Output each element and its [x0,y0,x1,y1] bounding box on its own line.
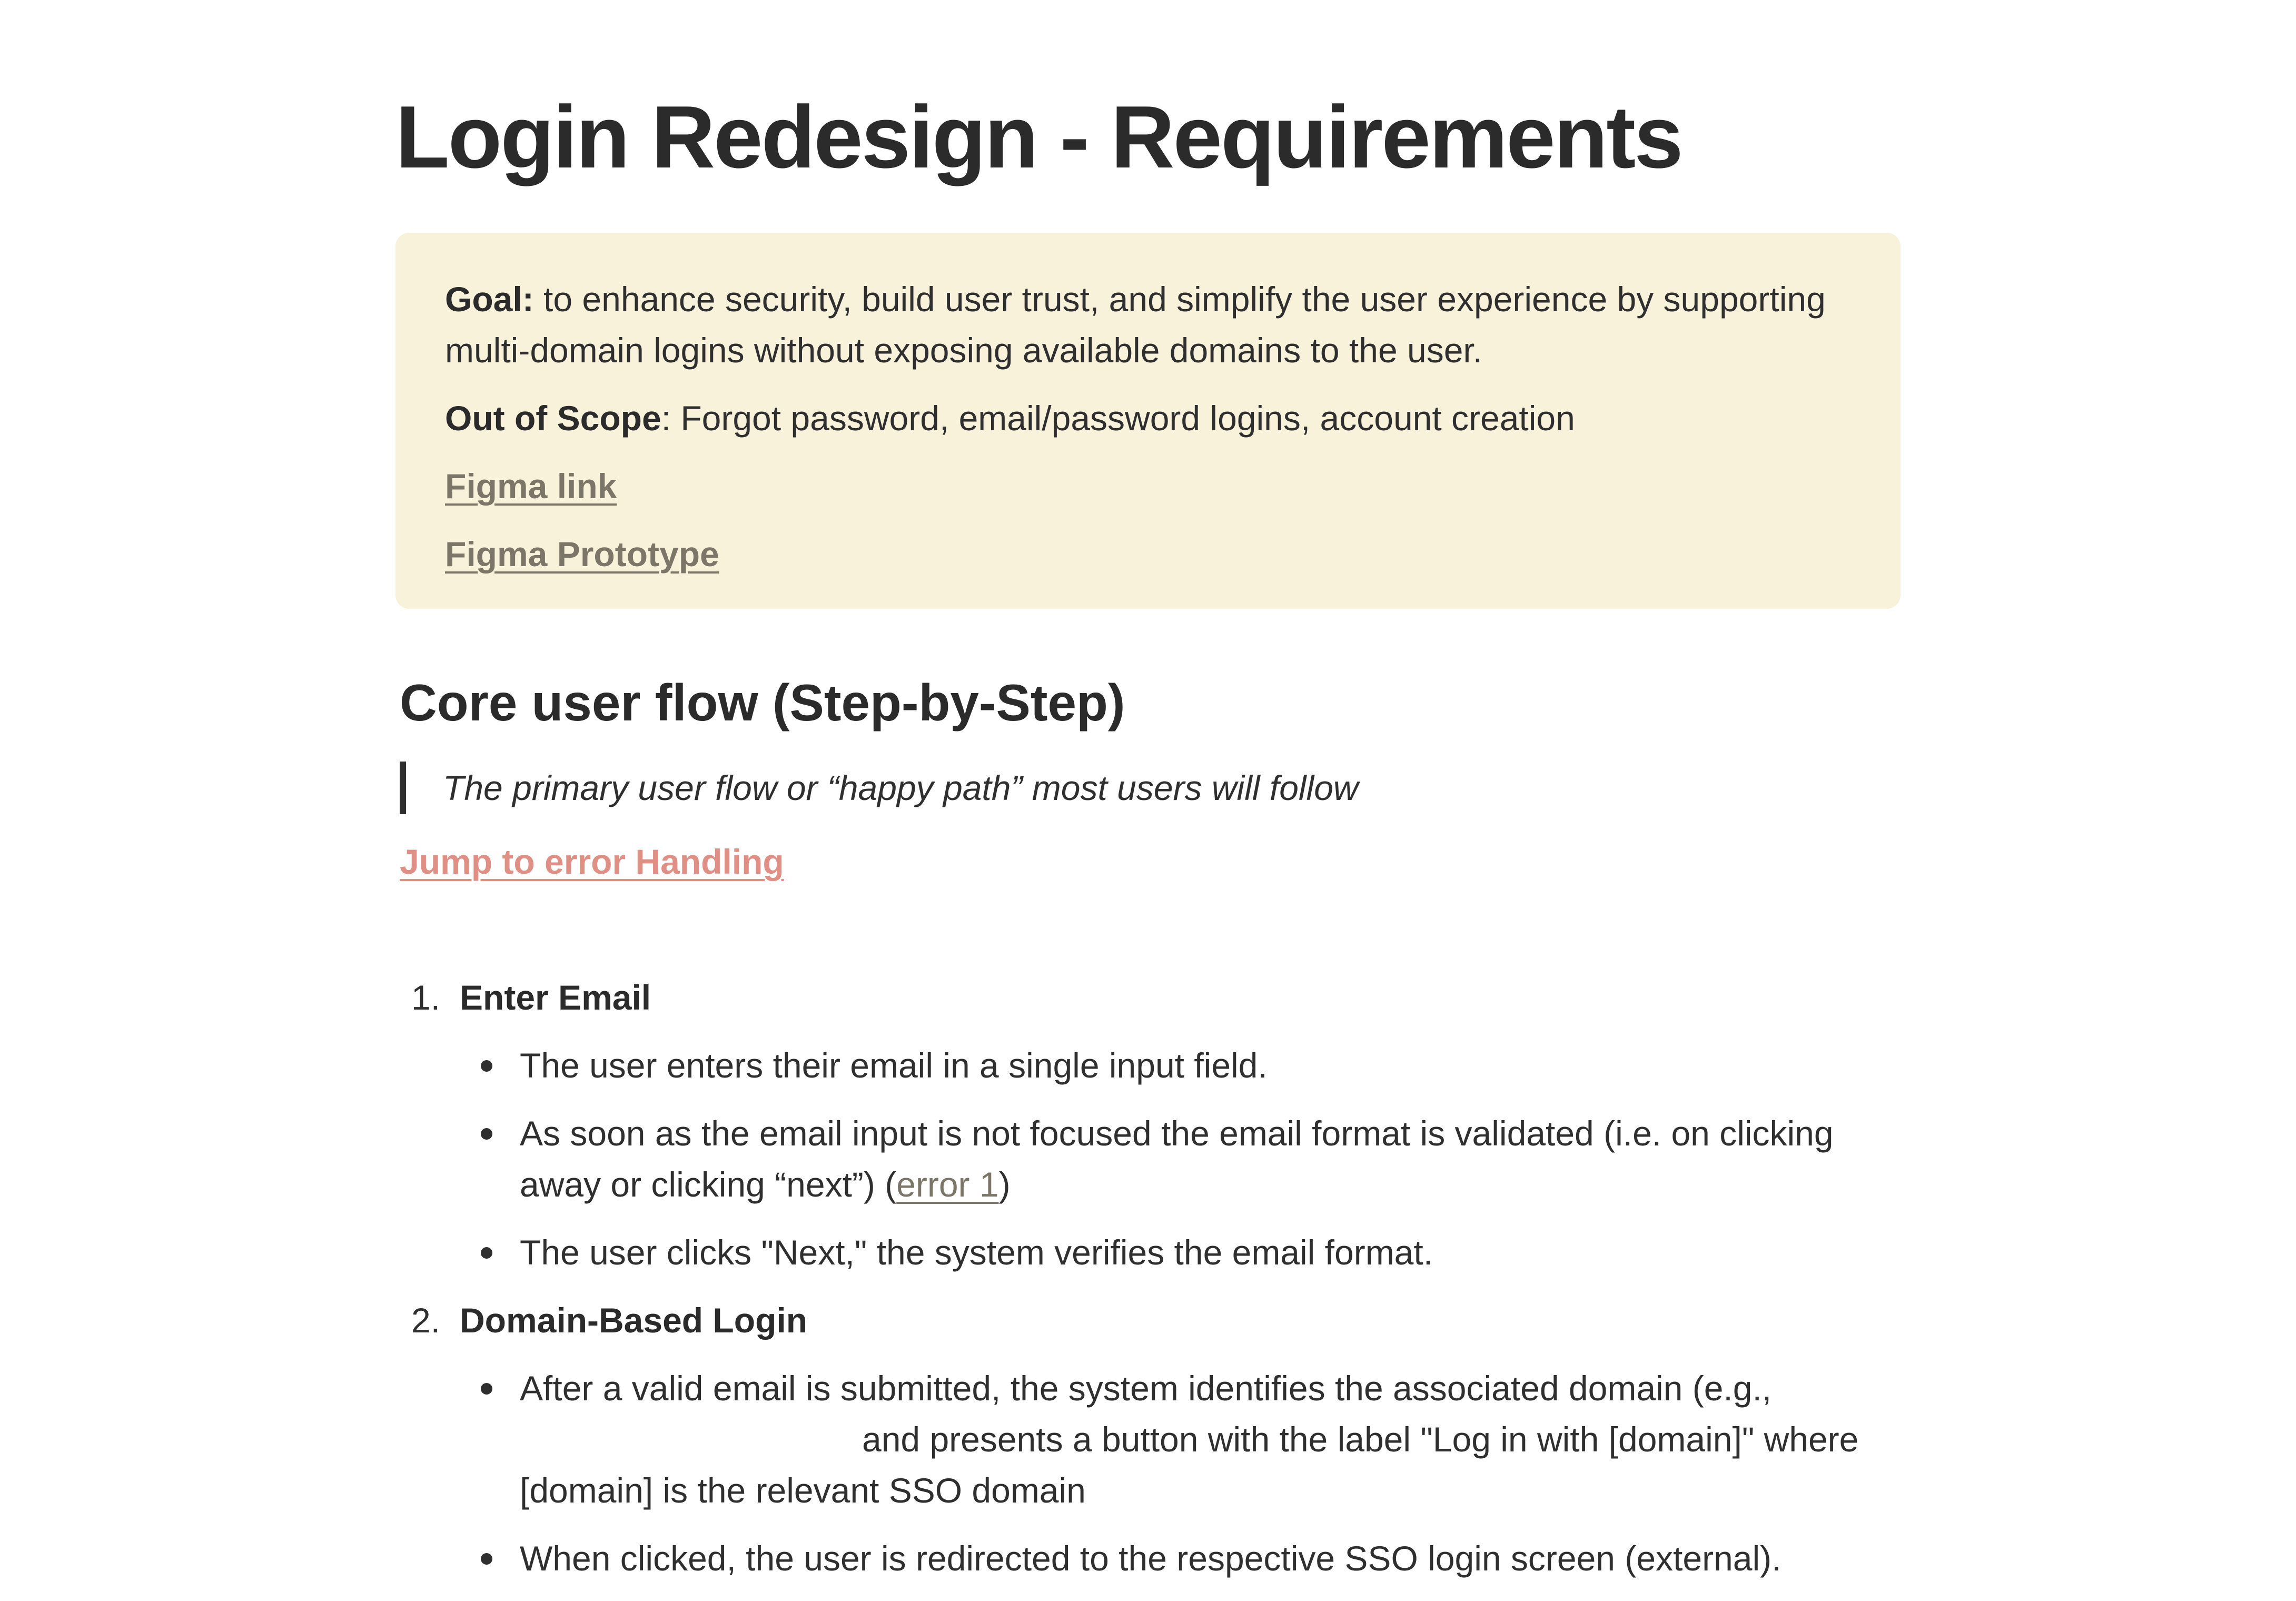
step-item [395,1295,1902,1584]
list-item: As soon as the email input is not focused the email format is validated (i.e. on clicking away or clicking “next”) (error 1) [395,1108,1902,1210]
bullet-dot [481,1553,492,1565]
step-number: 1. [411,978,441,1017]
bullet-dot [481,1247,492,1259]
step-title: Enter Email [460,978,651,1017]
step-number: 2. [411,1301,441,1340]
section-heading: Core user flow (Step-by-Step) [400,674,1125,732]
flow-blockquote: The primary user flow or “happy path” most users will follow [400,762,1359,814]
step-bullets [395,1040,1902,1278]
goal-label: Goal: [445,280,534,319]
goal-paragraph [445,274,1851,376]
list-item: When clicked, the user is redirected to the respective SSO login screen (external). [395,1533,1902,1584]
steps-list [395,972,1902,1601]
list-item: The user enters their email in a single input field. [395,1040,1902,1091]
figma-link[interactable]: Figma link [445,467,617,506]
list-item: After a valid email is submitted, the system identifies the associated domain (e.g., and presents a button with the label "Log in with [domain]" where [domain] is the relevant SSO domain [395,1363,1902,1516]
step-bullets [395,1363,1902,1584]
list-item: The user clicks "Next," the system verifies the email format. [395,1227,1902,1278]
bullet-dot [481,1383,492,1395]
bullet-dot [481,1128,492,1140]
step-title: Domain-Based Login [460,1301,808,1340]
out-of-scope-paragraph [445,393,1851,444]
page-title: Login Redesign - Requirements [395,87,1682,186]
error-1-link[interactable]: error 1 [896,1165,999,1204]
figma-prototype-link[interactable]: Figma Prototype [445,535,719,574]
out-of-scope-label: Out of Scope [445,399,661,438]
step-item [395,972,1902,1278]
goal-text: to enhance security, build user trust, and simplify the user experience by supporting multi-domain logins without exposing available domains to the user. [445,280,1826,370]
bullet-dot [481,1060,492,1072]
summary-callout [395,233,1901,609]
out-of-scope-text: : Forgot password, email/password logins, account creation [661,399,1575,438]
jump-to-error-handling-link[interactable]: Jump to error Handling [400,842,784,881]
